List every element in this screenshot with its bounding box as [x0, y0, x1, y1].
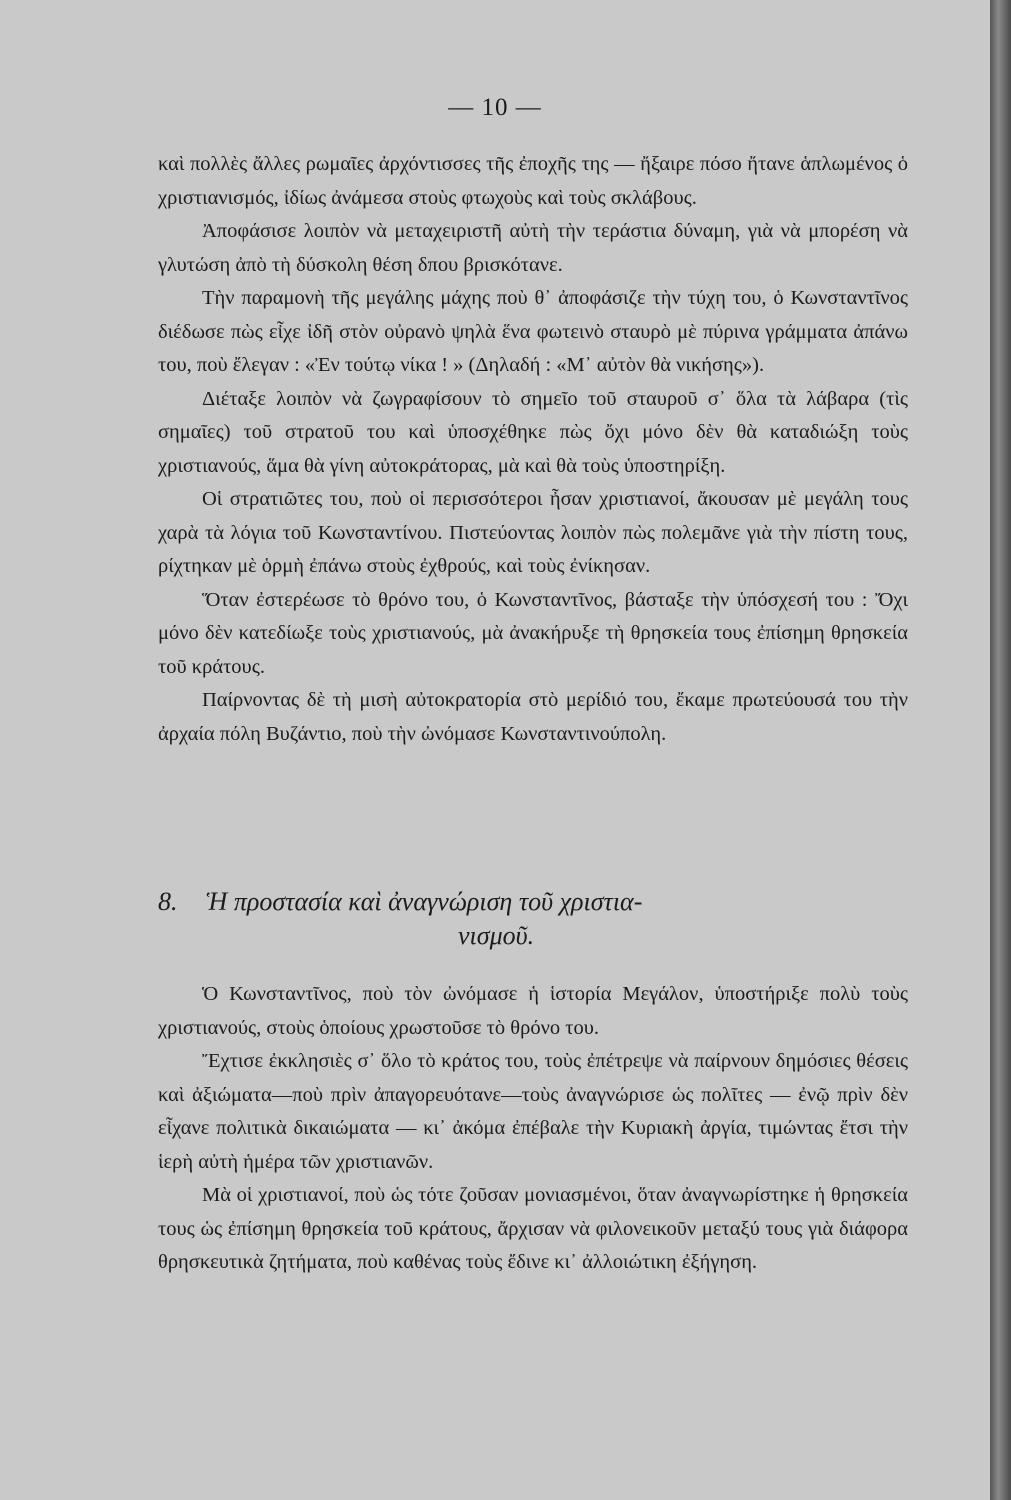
section-title: Ἡ προστασία καὶ ἀναγνώριση τοῦ χριστια- [206, 887, 643, 916]
section-text-1 [158, 148, 908, 751]
paragraph: Ὁ Κωνσταντῖνος, ποὺ τὸν ὠνόμασε ἡ ἱστορία Μεγάλον, ὑποστήριξε πολὺ τοὺς χριστιανούς, στοὺς ὁποίους χρωστοῦσε τὸ θρόνο του. [158, 983, 908, 1039]
section-heading [158, 885, 908, 953]
section-heading-line-1 [158, 885, 908, 919]
paragraph: Ἔχτισε ἐκκλησιὲς σ᾽ ὅλο τὸ κράτος του, τοὺς ἐπέτρεψε νὰ παίρνουν δημόσιες θέσεις καὶ ἀξιώματα—ποὺ πρὶν ἀπαγορευότανε—τοὺς ἀναγνώρισε ὡς πολῖτες — ἐνῷ πρὶν δὲν εἶχανε πολιτικὰ δικαιώματα — κι᾽ ἀκόμα ἐπέβαλε τὴν Κυριακὴ ἀργία, τιμώντας ἔτσι τὴν ἱερὴ αὐτὴ ἡμέρα τῶν χριστιανῶν. [158, 1050, 908, 1173]
section-number: 8. [158, 887, 178, 916]
section-text-2 [158, 978, 908, 1280]
paragraph: Οἱ στρατιῶτες του, ποὺ οἱ περισσότεροι ἦσαν χριστιανοί, ἄκουσαν μὲ μεγάλη τους χαρὰ τὰ λόγια τοῦ Κωνσταντίνου. Πιστεύοντας λοιπὸν πὼς πολεμᾶνε γιὰ τὴν πίστη τους, ρίχτηκαν μὲ ὁρμὴ ἐπάνω στοὺς ἐχθρούς, καὶ τοὺς ἐνίκησαν. [158, 488, 908, 577]
paragraph: Διέταξε λοιπὸν νὰ ζωγραφίσουν τὸ σημεῖο τοῦ σταυροῦ σ᾽ ὅλα τὰ λάβαρα (τὶς σημαῖες) τοῦ στρατοῦ του καὶ ὑποσχέθηκε πὼς ὄχι μόνο δὲν θὰ καταδιώξη τοὺς χριστιανούς, ἅμα θὰ γίνη αὐτοκράτορας, μὰ καὶ θὰ τοὺς ὑποστηρίξη. [158, 387, 908, 477]
page-edge-shadow [990, 0, 1011, 1500]
page-number: — 10 — [448, 94, 542, 121]
paragraph: Ὅταν ἐστερέωσε τὸ θρόνο του, ὁ Κωνσταντῖνος, βάσταξε τὴν ὑπόσχεσή του : Ὄχι μόνο δὲν κατεδίωξε τοὺς χριστιανούς, μὰ ἀνακήρυξε τὴ θρησκεία τους ἐπίσημη θρησκεία τοῦ κράτους. [158, 588, 908, 678]
paragraph: Μὰ οἱ χριστιανοί, ποὺ ὡς τότε ζοῦσαν μονιασμένοι, ὅταν ἀναγνωρίστηκε ἡ θρησκεία τους ὡς ἐπίσημη θρησκεία τοῦ κράτους, ἄρχισαν νὰ φιλονεικοῦν μεταξύ τους γιὰ διάφορα θρησκευτικὰ ζητήματα, ποὺ καθένας τοὺς ἔδινε κι᾽ ἀλλοιώτικη ἐξήγηση. [158, 1184, 908, 1273]
paragraph: Ἀποφάσισε λοιπὸν νὰ μεταχειριστῆ αὐτὴ τὴν τεράστια δύναμη, γιὰ νὰ μπορέση νὰ γλυτώση ἀπὸ τὴ δύσκολη θέση δπου βρισκότανε. [158, 220, 908, 276]
paragraph: καὶ πολλὲς ἄλλες ρωμαῖες ἀρχόντισσες τῆς ἐποχῆς της — ἤξαιρε πόσο ἤτανε ἁπλωμένος ὁ χριστιανισμός, ἰδίως ἀνάμεσα στοὺς φτωχοὺς καὶ τοὺς σκλάβους. [158, 153, 908, 209]
paragraph: Τὴν παραμονὴ τῆς μεγάλης μάχης ποὺ θ᾽ ἀποφάσιζε τὴν τύχη του, ὁ Κωνσταντῖνος διέδωσε πὼς εἶχε ἰδῆ στὸν οὐρανὸ ψηλὰ ἕνα φωτεινὸ σταυρὸ μὲ πύρινα γράμματα ἀπάνω του, ποὺ ἔλεγαν : «Ἐν τούτῳ νίκα ! » (Δηλαδή : «Μ᾽ αὐτὸν θὰ νικήσης»). [158, 287, 908, 376]
paragraph: Παίρνοντας δὲ τὴ μισὴ αὐτοκρατορία στὸ μερίδιό του, ἔκαμε πρωτεύουσά του τὴν ἀρχαία πόλη Βυζάντιο, ποὺ τὴν ὠνόμασε Κωνσταντινούπολη. [158, 689, 908, 745]
section-heading-line-2: νισμοῦ. [458, 921, 535, 950]
